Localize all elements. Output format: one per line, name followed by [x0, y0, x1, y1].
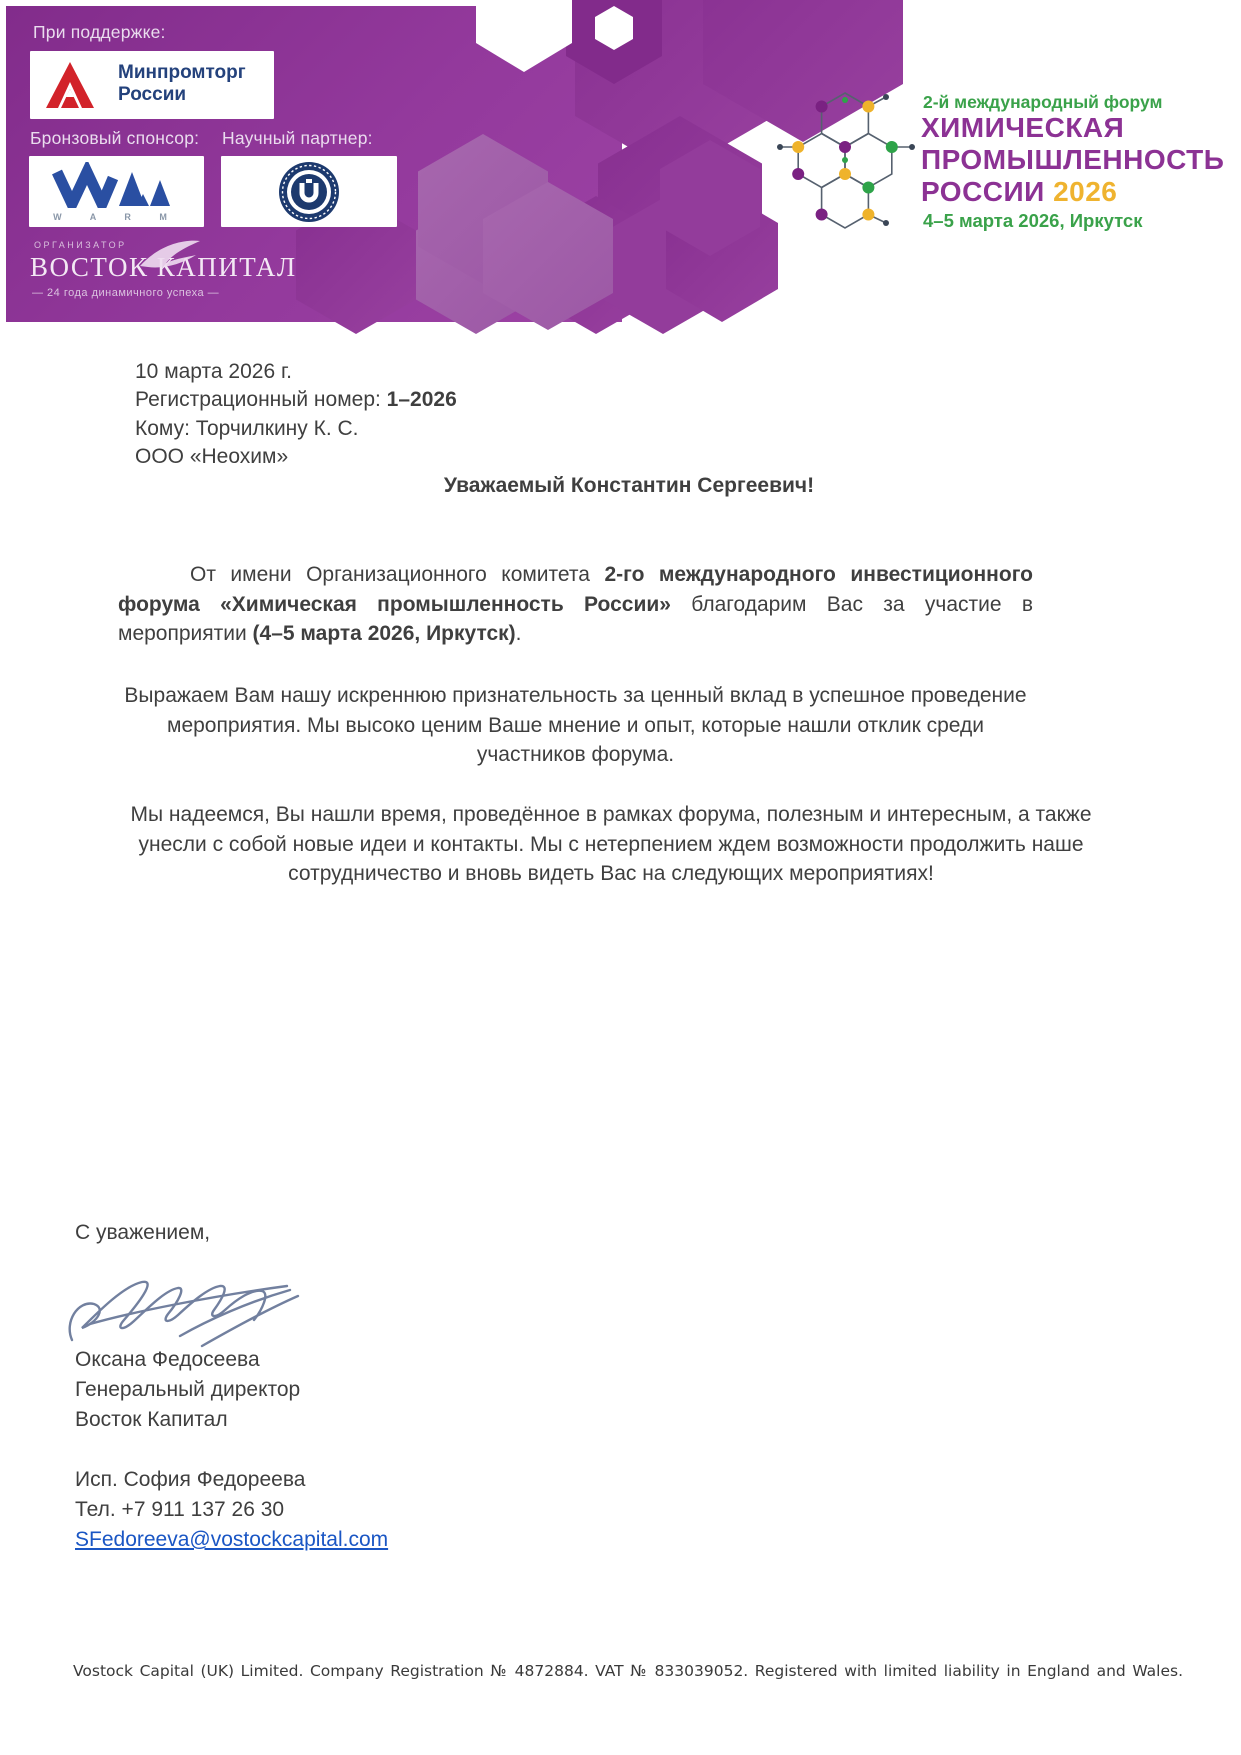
- paragraph-text: От имени Организационного комитета: [190, 563, 605, 586]
- email-line: [75, 1528, 388, 1552]
- registration-label: Регистрационный номер:: [135, 388, 387, 411]
- forum-title-year: 2026: [1053, 176, 1118, 207]
- letter-date: 10 марта 2026 г.: [135, 360, 292, 383]
- vostok-capital-tagline: — 24 года динамичного успеха —: [32, 287, 220, 299]
- minpromtorg-logo-icon: [44, 60, 96, 110]
- forum-edition-label: 2-й международный форум: [923, 92, 1163, 112]
- header-banner: [0, 0, 1241, 340]
- feather-icon: [138, 238, 204, 268]
- warm-letters-label: W A R M: [53, 212, 180, 222]
- registration-number: [135, 386, 457, 415]
- organizer-label: ОРГАНИЗАТОР: [34, 240, 127, 250]
- registration-value: 1–2026: [386, 388, 457, 411]
- signer-company: Восток Капитал: [75, 1408, 228, 1431]
- minpromtorg-name: Минпромторг России: [118, 62, 246, 105]
- minpromtorg-card: [30, 51, 274, 119]
- university-emblem-icon: [277, 160, 341, 224]
- phone-line: Тел. +7 911 137 26 30: [75, 1498, 285, 1521]
- recipient-company: ООО «Неохим»: [135, 445, 289, 468]
- closing-line: С уважением,: [75, 1221, 211, 1244]
- scientific-partner-card: [221, 156, 397, 227]
- recipient-line: Кому: Торчилкину К. С.: [135, 417, 359, 440]
- paragraph-hope: Мы надеемся, Вы нашли время, проведённое в рамках форума, полезным и интересным, а также унесли с собой новые идеи и контакты. Мы с нетерпением ждем возможности продолжить наше сотрудничество и вновь видеть Вас на следующих мероприятиях!: [130, 803, 1092, 885]
- vostok-capital-logo: ВОСТОК КАПИТАЛ: [30, 252, 297, 282]
- bronze-sponsor-label: Бронзовый спонсор:: [30, 128, 200, 148]
- event-date-bold: (4–5 марта 2026, Иркутск): [252, 622, 516, 645]
- forum-title-line3: [921, 176, 1117, 208]
- salutation: Уважаемый Константин Сергеевич!: [443, 474, 815, 497]
- scientific-partner-label: Научный партнер:: [222, 128, 373, 148]
- email-link[interactable]: SFedoreeva@vostockcapital.com: [75, 1528, 389, 1551]
- forum-date-location: 4–5 марта 2026, Иркутск: [923, 210, 1143, 231]
- forum-title-line2: ПРОМЫШЛЕННОСТЬ: [921, 144, 1225, 175]
- paragraph-appreciation: Выражаем Вам нашу искреннюю признательность за ценный вклад в успешное проведение мероприятия. Мы высоко ценим Ваше мнение и опыт, которые нашли отклик среди участников форума.: [124, 684, 1027, 766]
- molecule-icon: [770, 90, 922, 232]
- assistant-line: Исп. София Федореева: [75, 1468, 306, 1491]
- signer-name: Оксана Федосеева: [75, 1348, 260, 1371]
- footer-legal-text: Vostock Capital (UK) Limited. Company Registration № 4872884. VAT № 833039052. Registered with limited liability in England and Wales.: [73, 1662, 1183, 1680]
- warm-logo-icon: [51, 162, 182, 208]
- paragraph-text: .: [515, 622, 522, 645]
- forum-name-bold: 2-го международного инвестиционного форума «Химическая промышленность России»: [118, 563, 1033, 616]
- support-label: При поддержке:: [33, 22, 166, 42]
- paragraph-text: благодарим Вас за участие в мероприятии: [118, 592, 1033, 645]
- paragraph-gratitude: [118, 560, 1033, 649]
- signer-title: Генеральный директор: [75, 1378, 301, 1401]
- forum-title-russia: РОССИИ: [921, 176, 1054, 207]
- warm-sponsor-card: [29, 156, 204, 227]
- signature-image: [62, 1258, 307, 1356]
- forum-title-line1: ХИМИЧЕСКАЯ: [921, 112, 1125, 143]
